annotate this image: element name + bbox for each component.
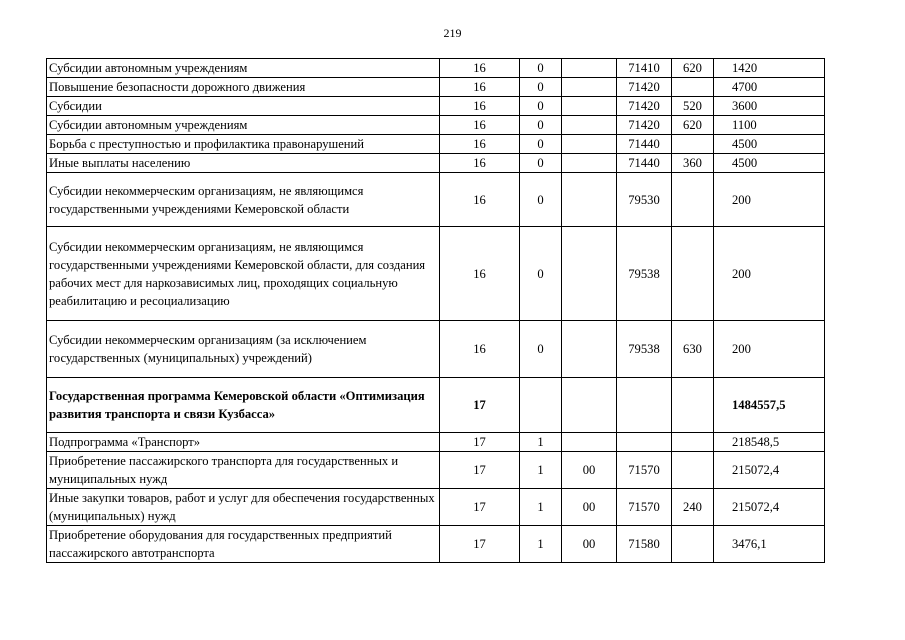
row-name: Иные выплаты населению	[47, 154, 440, 173]
subsection-code: 0	[520, 173, 562, 227]
amount: 4700	[714, 78, 825, 97]
subsection-code: 0	[520, 78, 562, 97]
target-code: 71440	[617, 135, 672, 154]
table-row	[47, 59, 825, 78]
program-code	[562, 135, 617, 154]
expense-type-code	[672, 173, 714, 227]
program-code	[562, 78, 617, 97]
section-code: 17	[440, 378, 520, 433]
row-name: Субсидии некоммерческим организациям, не являющимся государственными учреждениями Кемеровской области, для создания рабочих мест для наркозависимых лиц, проходящих социальную реабилитацию и ресоциализацию	[47, 227, 440, 321]
table-row	[47, 154, 825, 173]
program-code: 00	[562, 526, 617, 563]
program-code	[562, 154, 617, 173]
expense-type-code	[672, 526, 714, 563]
expense-type-code	[672, 78, 714, 97]
amount: 218548,5	[714, 433, 825, 452]
program-code	[562, 433, 617, 452]
table-row	[47, 97, 825, 116]
program-code: 00	[562, 489, 617, 526]
expense-type-code	[672, 433, 714, 452]
table-row	[47, 489, 825, 526]
section-code: 17	[440, 452, 520, 489]
table-row	[47, 227, 825, 321]
program-code	[562, 116, 617, 135]
amount: 1420	[714, 59, 825, 78]
amount: 215072,4	[714, 452, 825, 489]
row-name: Субсидии некоммерческим организациям (за исключением государственных (муниципальных) учреждений)	[47, 321, 440, 378]
subsection-code: 0	[520, 154, 562, 173]
target-code: 79538	[617, 321, 672, 378]
expense-type-code: 620	[672, 116, 714, 135]
expense-type-code: 620	[672, 59, 714, 78]
row-name: Приобретение пассажирского транспорта для государственных и муниципальных нужд	[47, 452, 440, 489]
amount: 3476,1	[714, 526, 825, 563]
row-name: Субсидии	[47, 97, 440, 116]
target-code: 71570	[617, 452, 672, 489]
program-code	[562, 321, 617, 378]
table-row	[47, 116, 825, 135]
program-code: 00	[562, 452, 617, 489]
section-code: 17	[440, 489, 520, 526]
amount: 200	[714, 173, 825, 227]
expense-type-code: 360	[672, 154, 714, 173]
target-code: 71570	[617, 489, 672, 526]
target-code: 79530	[617, 173, 672, 227]
row-name: Борьба с преступностью и профилактика правонарушений	[47, 135, 440, 154]
amount: 215072,4	[714, 489, 825, 526]
amount: 200	[714, 227, 825, 321]
budget-table	[46, 58, 825, 563]
section-code: 17	[440, 433, 520, 452]
program-code	[562, 59, 617, 78]
section-code: 16	[440, 116, 520, 135]
row-name: Приобретение оборудования для государственных предприятий пассажирского автотранспорта	[47, 526, 440, 563]
program-code	[562, 227, 617, 321]
expense-type-code: 240	[672, 489, 714, 526]
section-code: 16	[440, 321, 520, 378]
section-code: 16	[440, 97, 520, 116]
target-code: 79538	[617, 227, 672, 321]
subsection-code: 1	[520, 489, 562, 526]
table-row	[47, 526, 825, 563]
row-name: Субсидии автономным учреждениям	[47, 116, 440, 135]
program-code	[562, 378, 617, 433]
subsection-code: 0	[520, 321, 562, 378]
table-row	[47, 452, 825, 489]
expense-type-code	[672, 227, 714, 321]
expense-type-code	[672, 378, 714, 433]
target-code: 71420	[617, 116, 672, 135]
target-code: 71440	[617, 154, 672, 173]
row-name: Субсидии автономным учреждениям	[47, 59, 440, 78]
expense-type-code	[672, 452, 714, 489]
section-code: 16	[440, 227, 520, 321]
subsection-code	[520, 378, 562, 433]
target-code: 71420	[617, 97, 672, 116]
subsection-code: 1	[520, 526, 562, 563]
subsection-code: 0	[520, 116, 562, 135]
subsection-code: 0	[520, 59, 562, 78]
target-code: 71580	[617, 526, 672, 563]
table-row	[47, 433, 825, 452]
subsection-code: 1	[520, 452, 562, 489]
table-row	[47, 321, 825, 378]
row-name: Подпрограмма «Транспорт»	[47, 433, 440, 452]
subsection-code: 1	[520, 433, 562, 452]
table-row	[47, 378, 825, 433]
subsection-code: 0	[520, 97, 562, 116]
amount: 4500	[714, 135, 825, 154]
subsection-code: 0	[520, 227, 562, 321]
expense-type-code	[672, 135, 714, 154]
row-name: Государственная программа Кемеровской области «Оптимизация развития транспорта и связи Кузбасса»	[47, 378, 440, 433]
section-code: 16	[440, 173, 520, 227]
program-code	[562, 173, 617, 227]
amount: 4500	[714, 154, 825, 173]
amount: 200	[714, 321, 825, 378]
expense-type-code: 520	[672, 97, 714, 116]
table-row	[47, 135, 825, 154]
table-row	[47, 173, 825, 227]
section-code: 16	[440, 154, 520, 173]
page-number: 219	[443, 26, 462, 40]
table-row	[47, 78, 825, 97]
amount: 1100	[714, 116, 825, 135]
amount: 1484557,5	[714, 378, 825, 433]
expense-type-code: 630	[672, 321, 714, 378]
row-name: Субсидии некоммерческим организациям, не являющимся государственными учреждениями Кемеровской области	[47, 173, 440, 227]
subsection-code: 0	[520, 135, 562, 154]
section-code: 16	[440, 78, 520, 97]
target-code	[617, 378, 672, 433]
target-code	[617, 433, 672, 452]
amount: 3600	[714, 97, 825, 116]
program-code	[562, 97, 617, 116]
target-code: 71420	[617, 78, 672, 97]
row-name: Повышение безопасности дорожного движения	[47, 78, 440, 97]
target-code: 71410	[617, 59, 672, 78]
row-name: Иные закупки товаров, работ и услуг для обеспечения государственных (муниципальных) нужд	[47, 489, 440, 526]
section-code: 16	[440, 135, 520, 154]
section-code: 17	[440, 526, 520, 563]
section-code: 16	[440, 59, 520, 78]
